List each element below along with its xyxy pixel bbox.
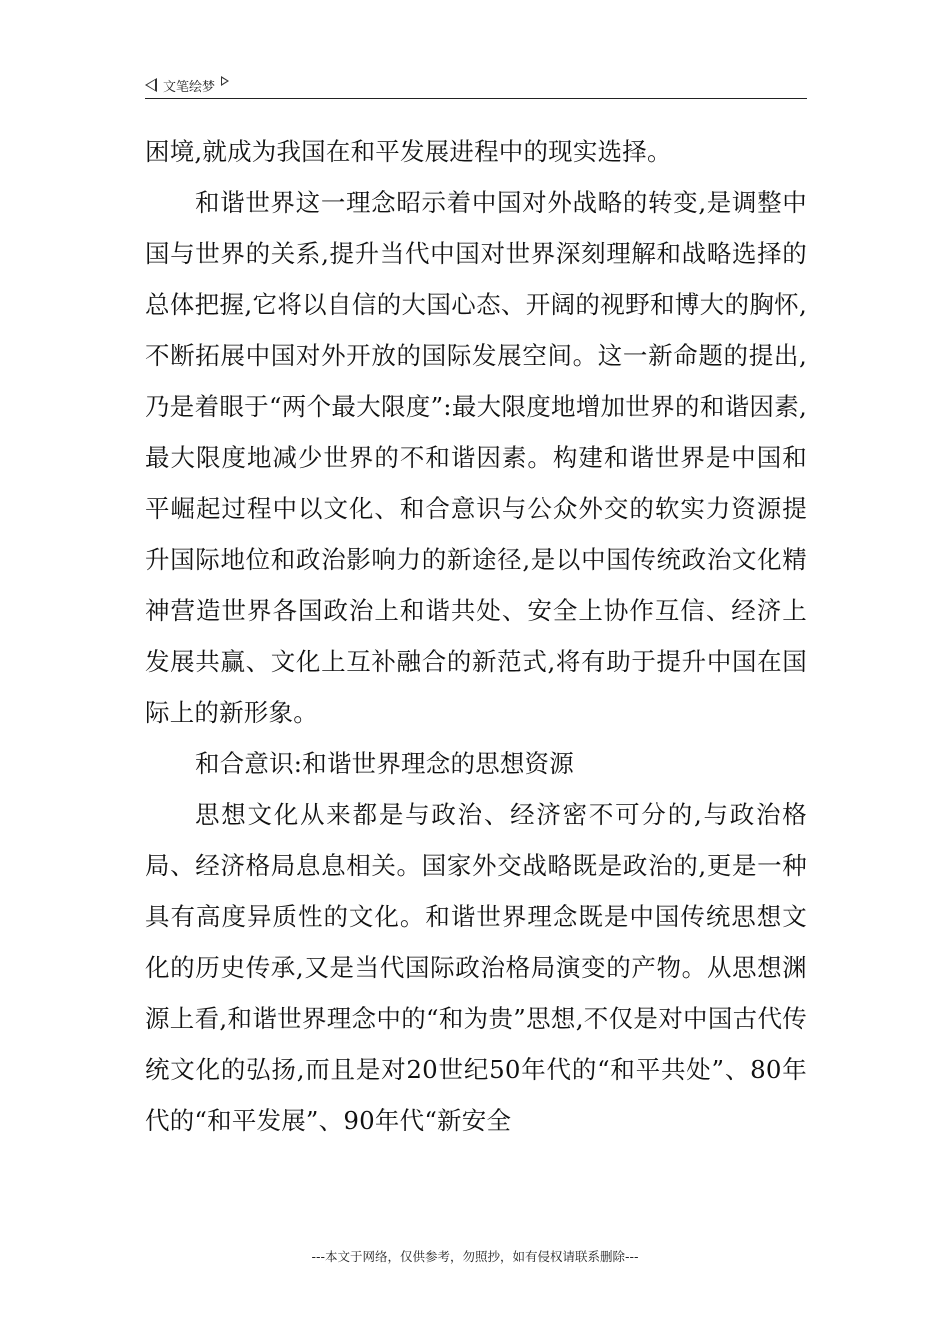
section-heading: 和合意识:和谐世界理念的思想资源 [195, 749, 574, 778]
paragraph: 思想文化从来都是与政治、经济密不可分的,与政治格局、经济格局息息相关。国家外交战略既是政治的,更是一种具有高度异质性的文化。和谐世界理念既是中国传统思想文化的历史传承,又是当代国际政治格局演变的产物。从思想渊源上看,和谐世界理念中的“和为贵”思想,不仅是对中国古代传统文化的弘扬,而且是对20世纪50年代的“和平共处”、80年代的“和平发展”、90年代“新安全 [145, 800, 807, 1135]
right-triangle-icon [221, 76, 229, 86]
document-body [145, 126, 807, 1146]
header-divider [145, 98, 807, 99]
paragraph-continuation: 困境,就成为我国在和平发展进程中的现实选择。 [145, 137, 672, 166]
paragraph: 和谐世界这一理念昭示着中国对外战略的转变,是调整中国与世界的关系,提升当代中国对世界深刻理解和战略选择的总体把握,它将以自信的大国心态、开阔的视野和博大的胸怀,不断拓展中国对外开放的国际发展空间。这一新命题的提出,乃是着眼于“两个最大限度”:最大限度地增加世界的和谐因素,最大限度地减少世界的不和谐因素。构建和谐世界是中国和平崛起过程中以文化、和合意识与公众外交的软实力资源提升国际地位和政治影响力的新途径,是以中国传统政治文化精神营造世界各国政治上和谐共处、安全上协作互信、经济上发展共赢、文化上互补融合的新范式,将有助于提升中国在国际上的新形象。 [145, 188, 807, 727]
page-header [145, 72, 807, 98]
left-triangle-icon [145, 78, 157, 92]
footer-notice: ---本文于网络，仅供参考，勿照抄，如有侵权请联系删除--- [311, 1249, 639, 1264]
header-title: 文笔绘梦 [163, 79, 216, 95]
